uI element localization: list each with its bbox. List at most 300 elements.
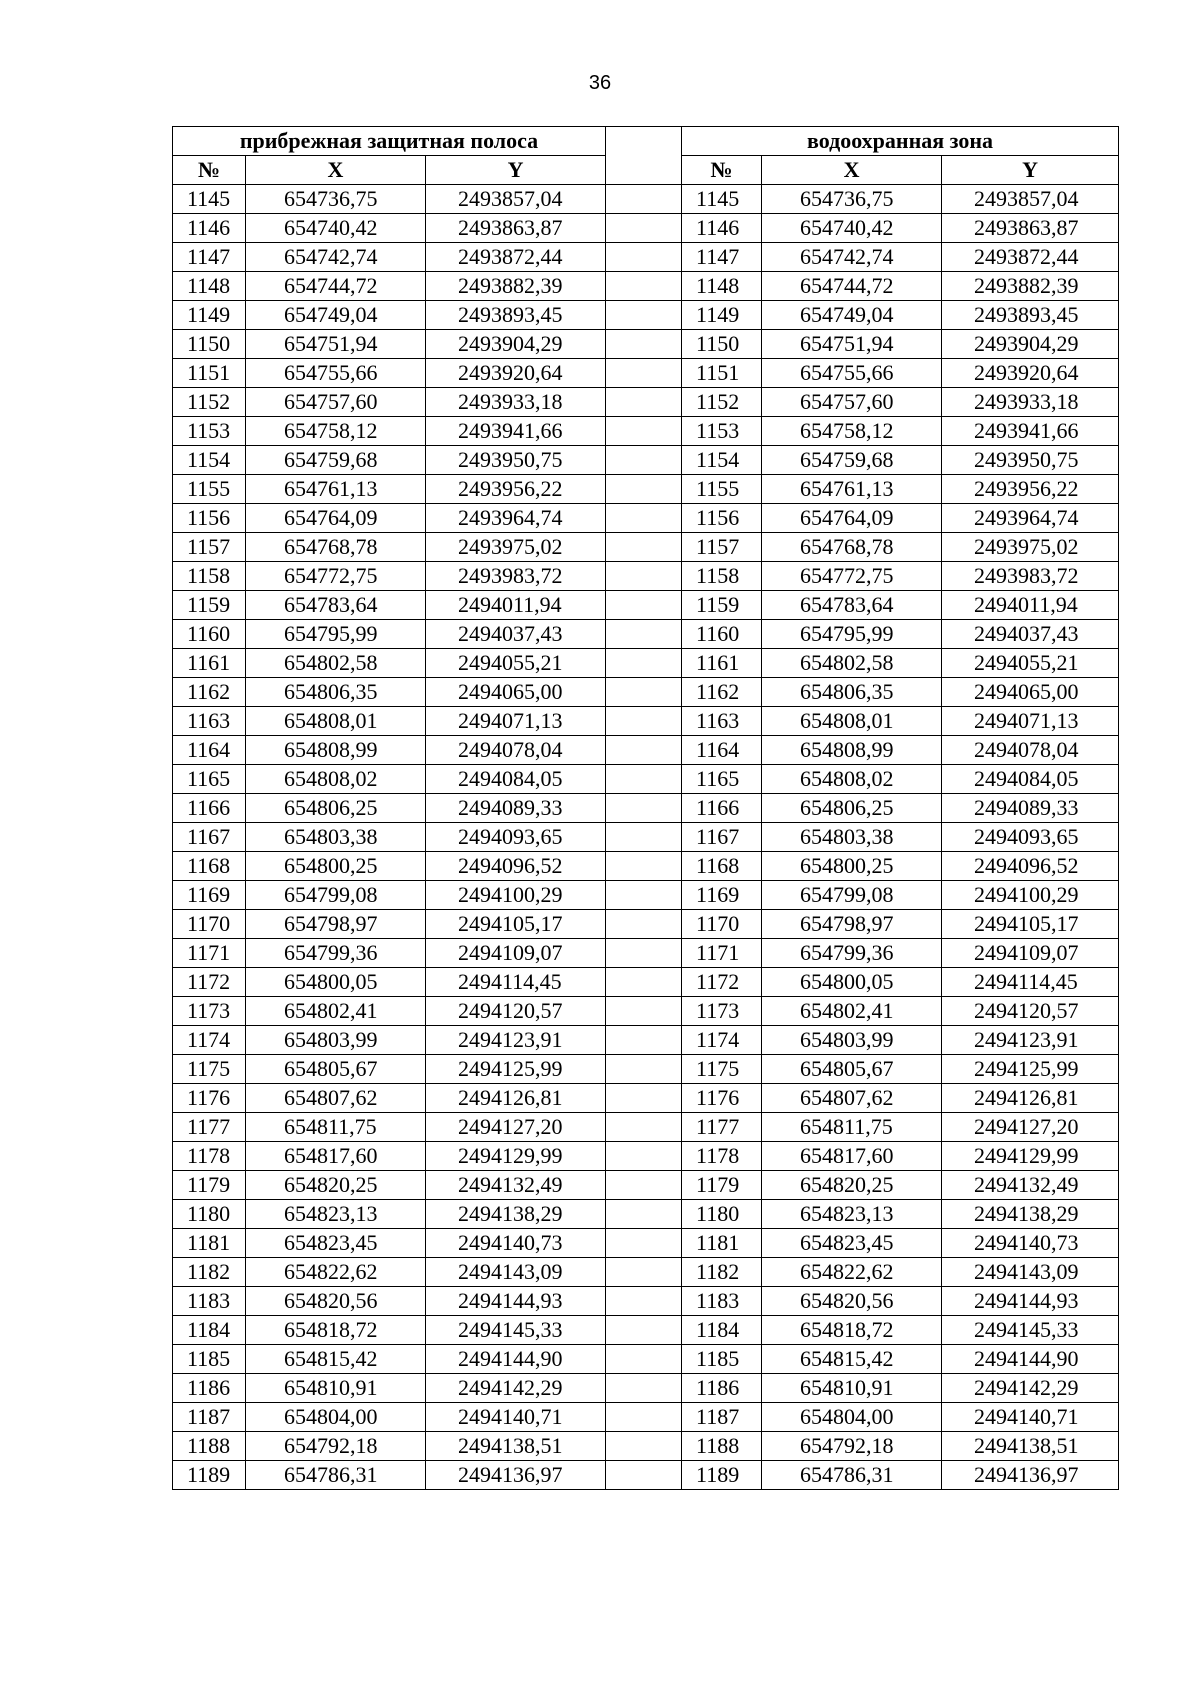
right-x-value: 654755,66 [762, 359, 942, 388]
separator-cell [606, 243, 682, 272]
left-x-value: 654805,67 [246, 1055, 426, 1084]
right-point-number: 1146 [682, 214, 762, 243]
left-point-number: 1154 [173, 446, 246, 475]
left-x-value: 654799,36 [246, 939, 426, 968]
left-point-number: 1167 [173, 823, 246, 852]
left-x-value: 654783,64 [246, 591, 426, 620]
left-x-value: 654768,78 [246, 533, 426, 562]
right-y-value: 2494114,45 [942, 968, 1119, 997]
separator-cell [606, 504, 682, 533]
right-y-value: 2493893,45 [942, 301, 1119, 330]
right-x-value: 654783,64 [762, 591, 942, 620]
left-y-value: 2493975,02 [426, 533, 606, 562]
right-x-value: 654749,04 [762, 301, 942, 330]
right-y-value: 2494084,05 [942, 765, 1119, 794]
right-x-value: 654806,25 [762, 794, 942, 823]
right-y-value: 2494132,49 [942, 1171, 1119, 1200]
separator-cell [606, 1287, 682, 1316]
right-x-value: 654786,31 [762, 1461, 942, 1490]
table-row [173, 1026, 1119, 1055]
left-point-number: 1177 [173, 1113, 246, 1142]
right-y-header: Y [942, 156, 1119, 185]
left-x-value: 654818,72 [246, 1316, 426, 1345]
separator-cell [606, 562, 682, 591]
table-row [173, 417, 1119, 446]
left-y-value: 2494078,04 [426, 736, 606, 765]
left-point-number: 1188 [173, 1432, 246, 1461]
separator-cell [606, 330, 682, 359]
right-point-number: 1170 [682, 910, 762, 939]
right-x-value: 654799,08 [762, 881, 942, 910]
left-x-value: 654786,31 [246, 1461, 426, 1490]
left-x-value: 654802,41 [246, 997, 426, 1026]
right-point-number: 1148 [682, 272, 762, 301]
left-y-value: 2494144,93 [426, 1287, 606, 1316]
coordinates-table [172, 126, 1119, 1490]
table-row [173, 939, 1119, 968]
left-y-value: 2494143,09 [426, 1258, 606, 1287]
right-y-value: 2494138,51 [942, 1432, 1119, 1461]
right-point-number: 1189 [682, 1461, 762, 1490]
left-y-value: 2493964,74 [426, 504, 606, 533]
left-x-value: 654808,01 [246, 707, 426, 736]
table-row [173, 214, 1119, 243]
left-y-value: 2494132,49 [426, 1171, 606, 1200]
right-y-value: 2494065,00 [942, 678, 1119, 707]
left-point-number: 1148 [173, 272, 246, 301]
table-row [173, 1287, 1119, 1316]
left-point-number: 1166 [173, 794, 246, 823]
left-x-value: 654744,72 [246, 272, 426, 301]
right-x-value: 654799,36 [762, 939, 942, 968]
left-point-number: 1147 [173, 243, 246, 272]
left-point-number: 1183 [173, 1287, 246, 1316]
right-point-number: 1171 [682, 939, 762, 968]
left-y-value: 2493933,18 [426, 388, 606, 417]
left-x-value: 654820,25 [246, 1171, 426, 1200]
left-point-number: 1174 [173, 1026, 246, 1055]
left-point-number: 1175 [173, 1055, 246, 1084]
separator-cell [606, 388, 682, 417]
separator-cell [606, 823, 682, 852]
right-x-value: 654804,00 [762, 1403, 942, 1432]
left-y-value: 2494105,17 [426, 910, 606, 939]
left-y-value: 2494089,33 [426, 794, 606, 823]
right-point-number: 1160 [682, 620, 762, 649]
separator-cell [606, 1142, 682, 1171]
right-x-value: 654740,42 [762, 214, 942, 243]
right-x-value: 654807,62 [762, 1084, 942, 1113]
right-point-number: 1161 [682, 649, 762, 678]
left-x-value: 654798,97 [246, 910, 426, 939]
table-row [173, 1374, 1119, 1403]
separator-cell [606, 1316, 682, 1345]
right-x-value: 654811,75 [762, 1113, 942, 1142]
right-y-value: 2494078,04 [942, 736, 1119, 765]
right-x-value: 654823,45 [762, 1229, 942, 1258]
water-protection-zone-header: водоохранная зона [682, 127, 1119, 156]
right-point-number: 1152 [682, 388, 762, 417]
right-y-value: 2494144,90 [942, 1345, 1119, 1374]
left-point-number: 1160 [173, 620, 246, 649]
separator-cell [606, 1403, 682, 1432]
table-row [173, 1258, 1119, 1287]
right-point-number: 1149 [682, 301, 762, 330]
left-point-number: 1157 [173, 533, 246, 562]
table-row [173, 1403, 1119, 1432]
right-y-value: 2493904,29 [942, 330, 1119, 359]
left-y-value: 2494138,29 [426, 1200, 606, 1229]
table-row [173, 359, 1119, 388]
right-point-number: 1179 [682, 1171, 762, 1200]
right-y-value: 2494120,57 [942, 997, 1119, 1026]
table-row [173, 272, 1119, 301]
table-row [173, 794, 1119, 823]
left-x-value: 654749,04 [246, 301, 426, 330]
left-x-value: 654808,99 [246, 736, 426, 765]
right-y-value: 2493933,18 [942, 388, 1119, 417]
left-y-value: 2493920,64 [426, 359, 606, 388]
right-y-value: 2493956,22 [942, 475, 1119, 504]
right-y-value: 2494140,73 [942, 1229, 1119, 1258]
left-point-number: 1185 [173, 1345, 246, 1374]
left-point-number: 1151 [173, 359, 246, 388]
left-point-number: 1179 [173, 1171, 246, 1200]
left-y-value: 2493893,45 [426, 301, 606, 330]
right-point-number: 1169 [682, 881, 762, 910]
left-point-number: 1172 [173, 968, 246, 997]
left-point-number: 1170 [173, 910, 246, 939]
right-point-number: 1178 [682, 1142, 762, 1171]
left-y-value: 2494037,43 [426, 620, 606, 649]
left-x-value: 654799,08 [246, 881, 426, 910]
right-point-number: 1184 [682, 1316, 762, 1345]
left-point-number: 1162 [173, 678, 246, 707]
separator-cell [606, 620, 682, 649]
table-row [173, 1461, 1119, 1490]
right-y-value: 2493964,74 [942, 504, 1119, 533]
right-point-number: 1172 [682, 968, 762, 997]
right-y-value: 2494011,94 [942, 591, 1119, 620]
left-point-number: 1178 [173, 1142, 246, 1171]
right-x-value: 654736,75 [762, 185, 942, 214]
left-point-number: 1181 [173, 1229, 246, 1258]
right-y-value: 2493920,64 [942, 359, 1119, 388]
right-y-value: 2493983,72 [942, 562, 1119, 591]
right-y-value: 2493863,87 [942, 214, 1119, 243]
left-y-value: 2494100,29 [426, 881, 606, 910]
left-point-number: 1169 [173, 881, 246, 910]
left-x-value: 654811,75 [246, 1113, 426, 1142]
right-y-value: 2494127,20 [942, 1113, 1119, 1142]
right-x-value: 654808,99 [762, 736, 942, 765]
right-x-header: X [762, 156, 942, 185]
right-y-value: 2494105,17 [942, 910, 1119, 939]
separator-cell [606, 185, 682, 214]
right-point-number: 1175 [682, 1055, 762, 1084]
left-y-value: 2493872,44 [426, 243, 606, 272]
left-point-number: 1161 [173, 649, 246, 678]
left-point-number: 1187 [173, 1403, 246, 1432]
separator-cell [606, 533, 682, 562]
right-y-value: 2494144,93 [942, 1287, 1119, 1316]
left-y-value: 2494126,81 [426, 1084, 606, 1113]
right-x-value: 654808,01 [762, 707, 942, 736]
right-x-value: 654810,91 [762, 1374, 942, 1403]
separator-cell [606, 1461, 682, 1490]
right-x-value: 654757,60 [762, 388, 942, 417]
separator-cell [606, 707, 682, 736]
separator-cell [606, 678, 682, 707]
separator-cell [606, 736, 682, 765]
table-row [173, 1345, 1119, 1374]
left-x-value: 654800,05 [246, 968, 426, 997]
right-point-number: 1168 [682, 852, 762, 881]
table-body [173, 185, 1119, 1490]
left-y-header: Y [426, 156, 606, 185]
right-point-number: 1150 [682, 330, 762, 359]
left-y-value: 2494140,73 [426, 1229, 606, 1258]
left-point-number: 1184 [173, 1316, 246, 1345]
table-row [173, 997, 1119, 1026]
left-x-value: 654820,56 [246, 1287, 426, 1316]
left-point-number: 1173 [173, 997, 246, 1026]
left-point-number: 1150 [173, 330, 246, 359]
left-x-value: 654807,62 [246, 1084, 426, 1113]
right-x-value: 654758,12 [762, 417, 942, 446]
left-y-value: 2493863,87 [426, 214, 606, 243]
separator-cell [606, 1084, 682, 1113]
left-x-value: 654800,25 [246, 852, 426, 881]
right-y-value: 2494125,99 [942, 1055, 1119, 1084]
separator-cell [606, 1055, 682, 1084]
table-row [173, 852, 1119, 881]
left-y-value: 2494065,00 [426, 678, 606, 707]
right-point-number: 1183 [682, 1287, 762, 1316]
right-x-value: 654815,42 [762, 1345, 942, 1374]
left-y-value: 2494144,90 [426, 1345, 606, 1374]
separator-cell [606, 939, 682, 968]
separator-cell [606, 1374, 682, 1403]
right-point-number: 1157 [682, 533, 762, 562]
page-number: 36 [588, 72, 612, 94]
right-x-value: 654751,94 [762, 330, 942, 359]
left-point-number: 1189 [173, 1461, 246, 1490]
right-y-value: 2494145,33 [942, 1316, 1119, 1345]
right-x-value: 654802,41 [762, 997, 942, 1026]
left-point-number: 1171 [173, 939, 246, 968]
right-x-value: 654803,38 [762, 823, 942, 852]
separator-cell [606, 1345, 682, 1374]
separator-cell [606, 1026, 682, 1055]
left-x-value: 654759,68 [246, 446, 426, 475]
table-row [173, 910, 1119, 939]
separator-cell [606, 1258, 682, 1287]
left-y-value: 2494123,91 [426, 1026, 606, 1055]
left-y-value: 2493956,22 [426, 475, 606, 504]
left-x-value: 654823,45 [246, 1229, 426, 1258]
separator-cell [606, 1200, 682, 1229]
left-x-value: 654795,99 [246, 620, 426, 649]
table-row [173, 1200, 1119, 1229]
left-x-value: 654817,60 [246, 1142, 426, 1171]
table-row [173, 765, 1119, 794]
right-y-value: 2493950,75 [942, 446, 1119, 475]
right-point-number: 1173 [682, 997, 762, 1026]
right-x-value: 654823,13 [762, 1200, 942, 1229]
right-y-value: 2494109,07 [942, 939, 1119, 968]
left-y-value: 2493882,39 [426, 272, 606, 301]
left-x-value: 654803,99 [246, 1026, 426, 1055]
coastal-strip-header: прибрежная защитная полоса [173, 127, 606, 156]
table-row [173, 736, 1119, 765]
right-y-value: 2493975,02 [942, 533, 1119, 562]
table-row [173, 1432, 1119, 1461]
separator-cell [606, 214, 682, 243]
right-y-value: 2494089,33 [942, 794, 1119, 823]
right-x-value: 654802,58 [762, 649, 942, 678]
left-x-value: 654751,94 [246, 330, 426, 359]
left-y-value: 2493950,75 [426, 446, 606, 475]
right-x-value: 654744,72 [762, 272, 942, 301]
left-x-value: 654806,25 [246, 794, 426, 823]
table-row [173, 562, 1119, 591]
right-x-value: 654795,99 [762, 620, 942, 649]
separator-cell [606, 359, 682, 388]
table-row [173, 1055, 1119, 1084]
left-point-number: 1146 [173, 214, 246, 243]
left-x-value: 654823,13 [246, 1200, 426, 1229]
left-point-number: 1163 [173, 707, 246, 736]
right-y-value: 2494037,43 [942, 620, 1119, 649]
table-row [173, 1142, 1119, 1171]
left-y-value: 2493857,04 [426, 185, 606, 214]
right-point-number: 1186 [682, 1374, 762, 1403]
left-y-value: 2494114,45 [426, 968, 606, 997]
right-x-value: 654820,56 [762, 1287, 942, 1316]
right-y-value: 2494126,81 [942, 1084, 1119, 1113]
right-point-number: 1167 [682, 823, 762, 852]
table-row [173, 881, 1119, 910]
right-x-value: 654803,99 [762, 1026, 942, 1055]
right-x-value: 654822,62 [762, 1258, 942, 1287]
left-point-number: 1155 [173, 475, 246, 504]
table-row [173, 1229, 1119, 1258]
left-x-value: 654803,38 [246, 823, 426, 852]
left-y-value: 2494055,21 [426, 649, 606, 678]
separator-cell [606, 1229, 682, 1258]
right-point-number: 1158 [682, 562, 762, 591]
right-point-number: 1187 [682, 1403, 762, 1432]
table-row [173, 330, 1119, 359]
right-x-value: 654800,05 [762, 968, 942, 997]
right-x-value: 654772,75 [762, 562, 942, 591]
right-point-number: 1145 [682, 185, 762, 214]
left-x-header: X [246, 156, 426, 185]
left-y-value: 2494136,97 [426, 1461, 606, 1490]
left-x-value: 654810,91 [246, 1374, 426, 1403]
right-y-value: 2494140,71 [942, 1403, 1119, 1432]
table-row [173, 968, 1119, 997]
right-x-value: 654800,25 [762, 852, 942, 881]
left-y-value: 2494109,07 [426, 939, 606, 968]
table-row [173, 591, 1119, 620]
right-point-number: 1151 [682, 359, 762, 388]
right-point-number: 1162 [682, 678, 762, 707]
right-point-number: 1164 [682, 736, 762, 765]
right-point-number: 1182 [682, 1258, 762, 1287]
left-y-value: 2494096,52 [426, 852, 606, 881]
left-y-value: 2493941,66 [426, 417, 606, 446]
separator-cell [606, 649, 682, 678]
left-y-value: 2494125,99 [426, 1055, 606, 1084]
right-y-value: 2494143,09 [942, 1258, 1119, 1287]
left-x-value: 654822,62 [246, 1258, 426, 1287]
left-point-number: 1186 [173, 1374, 246, 1403]
right-y-value: 2494093,65 [942, 823, 1119, 852]
right-y-value: 2494129,99 [942, 1142, 1119, 1171]
table-row [173, 1171, 1119, 1200]
right-x-value: 654817,60 [762, 1142, 942, 1171]
right-point-number: 1185 [682, 1345, 762, 1374]
right-point-number: 1155 [682, 475, 762, 504]
separator-column [606, 127, 682, 185]
right-point-number: 1165 [682, 765, 762, 794]
separator-cell [606, 446, 682, 475]
right-point-number: 1154 [682, 446, 762, 475]
separator-cell [606, 1113, 682, 1142]
group-header-row [173, 127, 1119, 156]
right-y-value: 2494055,21 [942, 649, 1119, 678]
table-row [173, 301, 1119, 330]
right-y-value: 2494096,52 [942, 852, 1119, 881]
left-point-number: 1158 [173, 562, 246, 591]
right-x-value: 654798,97 [762, 910, 942, 939]
left-y-value: 2493904,29 [426, 330, 606, 359]
table-row [173, 1084, 1119, 1113]
separator-cell [606, 910, 682, 939]
right-number-header: № [682, 156, 762, 185]
right-x-value: 654764,09 [762, 504, 942, 533]
separator-cell [606, 765, 682, 794]
right-y-value: 2494138,29 [942, 1200, 1119, 1229]
left-point-number: 1164 [173, 736, 246, 765]
separator-cell [606, 417, 682, 446]
table-row [173, 1113, 1119, 1142]
left-point-number: 1180 [173, 1200, 246, 1229]
left-x-value: 654802,58 [246, 649, 426, 678]
right-point-number: 1147 [682, 243, 762, 272]
right-point-number: 1174 [682, 1026, 762, 1055]
right-x-value: 654806,35 [762, 678, 942, 707]
right-point-number: 1163 [682, 707, 762, 736]
left-y-value: 2494011,94 [426, 591, 606, 620]
table-row [173, 388, 1119, 417]
separator-cell [606, 794, 682, 823]
table-row [173, 678, 1119, 707]
separator-cell [606, 968, 682, 997]
right-y-value: 2494071,13 [942, 707, 1119, 736]
separator-cell [606, 852, 682, 881]
left-x-value: 654757,60 [246, 388, 426, 417]
left-x-value: 654740,42 [246, 214, 426, 243]
right-y-value: 2493872,44 [942, 243, 1119, 272]
right-x-value: 654742,74 [762, 243, 942, 272]
right-y-value: 2493857,04 [942, 185, 1119, 214]
left-x-value: 654736,75 [246, 185, 426, 214]
table-row [173, 533, 1119, 562]
left-y-value: 2494129,99 [426, 1142, 606, 1171]
